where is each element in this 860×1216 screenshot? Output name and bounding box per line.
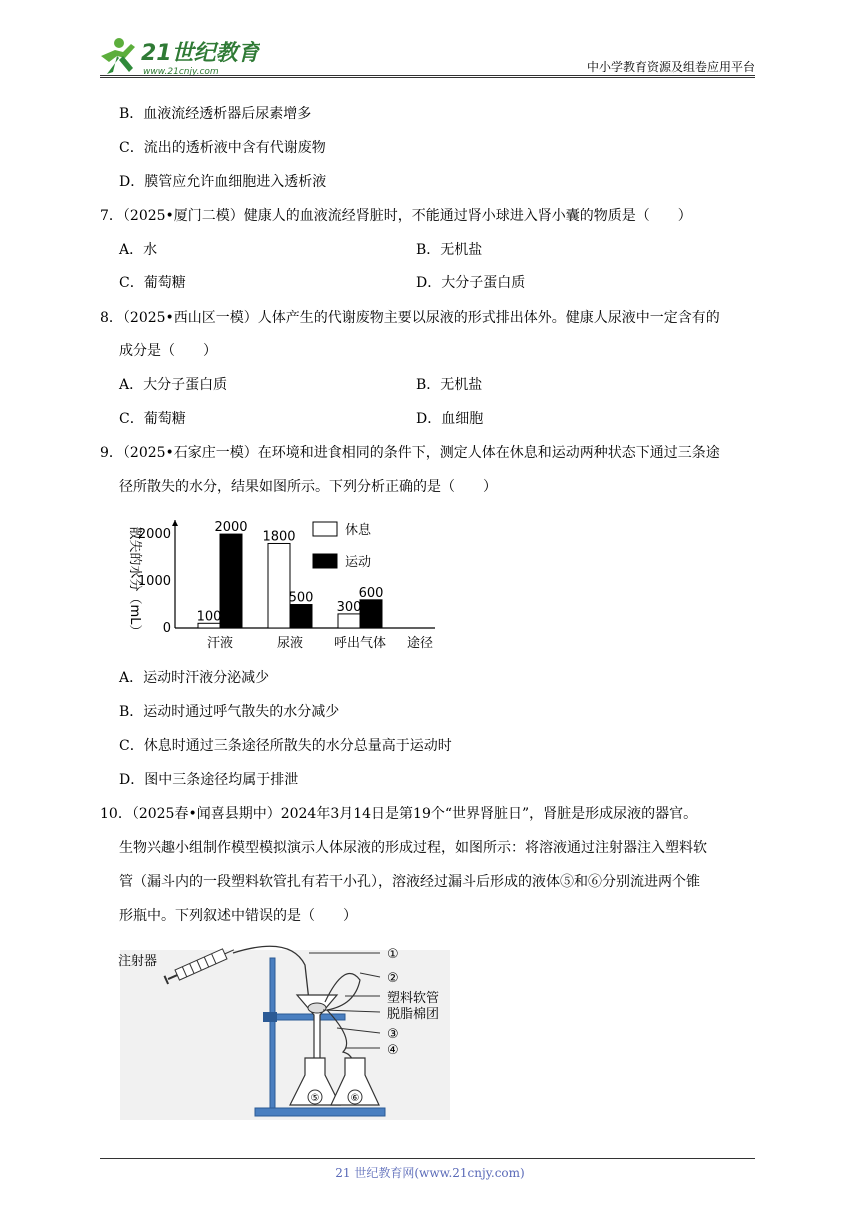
chart-category-1: 尿液 [276, 636, 304, 651]
stand-rod [270, 958, 275, 1113]
label-cotton: 脱脂棉团 [387, 1007, 440, 1022]
header-divider [100, 75, 755, 76]
label-3: ③ [387, 1027, 399, 1042]
header-platform-name: 中小学教育资源及组卷应用平台 [586, 60, 755, 74]
flask-5-label: ⑤ [310, 1093, 320, 1104]
chart-bar-rest-2 [338, 614, 360, 628]
urine-formation-model-diagram [115, 940, 455, 1125]
option-8c: C．葡萄糖 [119, 411, 186, 427]
legend-label-1: 运动 [345, 555, 372, 570]
legend-swatch-0 [313, 522, 337, 536]
option-8a: A．大分子蛋白质 [119, 377, 228, 393]
chart-bar-exercise-1 [290, 605, 312, 628]
label-2: ② [387, 971, 399, 986]
question-7: 7．（2025•厦门二模）健康人的血液流经肾脏时，不能通过肾小球进入肾小囊的物质是（ ） [100, 208, 692, 224]
chart-ytick-2000: 2000 [137, 527, 171, 543]
option-9a: A．运动时汗液分泌减少 [119, 670, 270, 686]
chart-category-0: 汗液 [206, 636, 234, 651]
chart-data-label-1-0: 2000 [214, 520, 248, 536]
question-9-cont: 径所散失的水分，结果如图所示。下列分析正确的是（ ） [119, 479, 497, 495]
option-7d: D．大分子蛋白质 [416, 275, 526, 291]
footer-divider [100, 1158, 755, 1159]
legend-swatch-1 [313, 554, 337, 568]
option-7c: C．葡萄糖 [119, 275, 186, 291]
chart-ytick-1000: 1000 [137, 574, 171, 590]
flask-6-label: ⑥ [350, 1093, 360, 1104]
option-6c: C．流出的透析液中含有代谢废物 [119, 140, 326, 156]
question-9: 9．（2025•石家庄一模）在环境和进食相同的条件下，测定人体在休息和运动两种状态下通过三条途 [100, 445, 720, 461]
option-6d: D．膜管应允许血细胞进入透析液 [119, 174, 327, 190]
chart-category-2: 呼出气体 [333, 636, 387, 651]
option-7b: B．无机盐 [416, 242, 483, 258]
question-10: 10．（2025春•闻喜县期中）2024年3月14日是第19个“世界肾脏日”，肾脏是形成尿液的器官。 [100, 806, 698, 822]
syringe-label: 注射器 [118, 954, 158, 969]
logo-text: 21世纪教育 [141, 41, 260, 66]
stand-base [255, 1108, 385, 1116]
chart-data-label-1-1: 500 [288, 590, 314, 606]
chart-ylabel: 散失的水分（mL） [127, 526, 142, 638]
site-logo [95, 34, 260, 78]
question-10-cont-1: 生物兴趣小组制作模型模拟演示人体尿液的形成过程，如图所示：将溶液通过注射器注入塑料软 [119, 840, 707, 856]
option-6b: B．血液流经透析器后尿素增多 [119, 106, 312, 122]
option-9c: C．休息时通过三条途径所散失的水分总量高于运动时 [119, 738, 452, 754]
chart-bar-rest-1 [268, 543, 290, 628]
chart-data-label-0-1: 1800 [262, 529, 296, 545]
question-10-cont-2: 管（漏斗内的一段塑料软管扎有若干小孔），溶液经过漏斗后形成的液体⑤和⑥分别流进两个锥 [119, 874, 700, 890]
runner-logo-icon [101, 38, 135, 74]
question-10-cont-3: 形瓶中。下列叙述中错误的是（ ） [119, 908, 357, 924]
label-plastic-tube: 塑料软管 [387, 991, 440, 1006]
chart-ytick-0: 0 [162, 621, 171, 636]
option-9d: D．图中三条途径均属于排泄 [119, 772, 299, 788]
water-loss-chart [115, 510, 445, 655]
chart-data-label-1-2: 600 [358, 585, 384, 601]
option-7a: A．水 [119, 242, 158, 258]
chart-data-label-0-2: 300 [336, 599, 362, 615]
option-8d: D．血细胞 [416, 411, 484, 427]
question-8: 8．（2025•西山区一模）人体产生的代谢废物主要以尿液的形式排出体外。健康人尿液中一定含有的 [100, 310, 720, 326]
chart-xlabel: 途径 [407, 636, 434, 651]
chart-bar-exercise-0 [220, 534, 242, 628]
header-divider-second [100, 77, 755, 78]
question-8-cont: 成分是（ ） [119, 343, 217, 359]
footer-site-link[interactable]: 21 世纪教育网(www.21cnjy.com) [335, 1166, 525, 1180]
label-4: ④ [387, 1043, 399, 1058]
option-9b: B．运动时通过呼气散失的水分减少 [119, 704, 340, 720]
label-1: ① [387, 947, 399, 962]
logo-url: www.21cnjy.com [143, 67, 219, 77]
option-8b: B．无机盐 [416, 377, 483, 393]
diagram-background [120, 950, 450, 1120]
legend-label-0: 休息 [345, 523, 372, 538]
chart-bar-exercise-2 [360, 600, 382, 628]
chart-y-arrow [172, 520, 178, 526]
chart-data-label-0-0: 100 [196, 609, 222, 625]
